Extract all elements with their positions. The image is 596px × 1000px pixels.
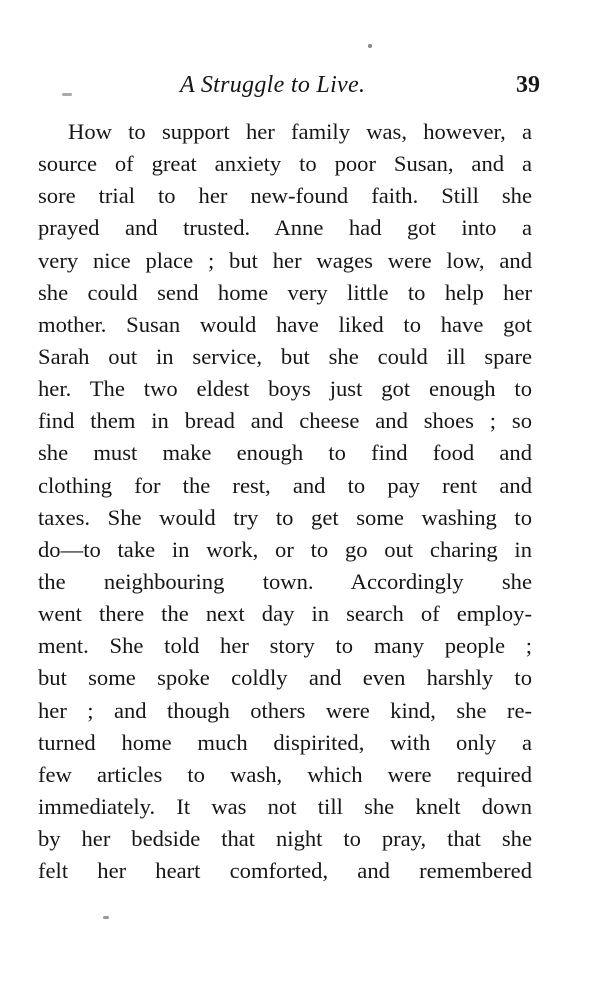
text-line: Sarah out in service, but she could ill spare bbox=[38, 343, 532, 369]
text-line: How to support her family was, however, a bbox=[68, 119, 532, 144]
text-line: prayed and trusted. Anne had got into a bbox=[38, 215, 532, 241]
text-line: few articles to wash, which were required bbox=[38, 761, 532, 787]
text-line: but some spoke coldly and even harshly to bbox=[38, 665, 532, 691]
text-line: ment. She told her story to many people ; bbox=[38, 633, 532, 659]
text-line: taxes. She would try to get some washing to bbox=[38, 504, 532, 530]
ink-speck bbox=[368, 44, 372, 48]
text-line: by her bedside that night to pray, that she bbox=[38, 826, 532, 852]
ink-speck bbox=[103, 916, 109, 919]
page-header bbox=[40, 70, 540, 106]
text-line: her ; and though others were kind, she re- bbox=[38, 697, 532, 723]
text-line: do—to take in work, or to go out charing in bbox=[38, 536, 532, 562]
text-line: mother. Susan would have liked to have got bbox=[38, 311, 532, 337]
page-number: 39 bbox=[516, 72, 540, 98]
text-line: felt her heart comforted, and remembered bbox=[38, 858, 532, 884]
text-line: clothing for the rest, and to pay rent and bbox=[38, 472, 532, 498]
text-line: she must make enough to find food and bbox=[38, 440, 532, 466]
body-paragraph bbox=[38, 116, 532, 887]
text-line: the neighbouring town. Accordingly she bbox=[38, 568, 532, 594]
text-line: her. The two eldest boys just got enough to bbox=[38, 376, 532, 402]
text-line: source of great anxiety to poor Susan, and a bbox=[38, 151, 532, 177]
text-line: sore trial to her new-found faith. Still she bbox=[38, 183, 532, 209]
text-line: very nice place ; but her wages were low, and bbox=[38, 247, 532, 273]
text-line: immediately. It was not till she knelt down bbox=[38, 793, 532, 819]
text-line: went there the next day in search of employ- bbox=[38, 601, 532, 627]
running-title: A Struggle to Live. bbox=[180, 72, 366, 98]
text-line: find them in bread and cheese and shoes ; so bbox=[38, 408, 532, 434]
text-line: turned home much dispirited, with only a bbox=[38, 729, 532, 755]
text-line: she could send home very little to help her bbox=[38, 279, 532, 305]
